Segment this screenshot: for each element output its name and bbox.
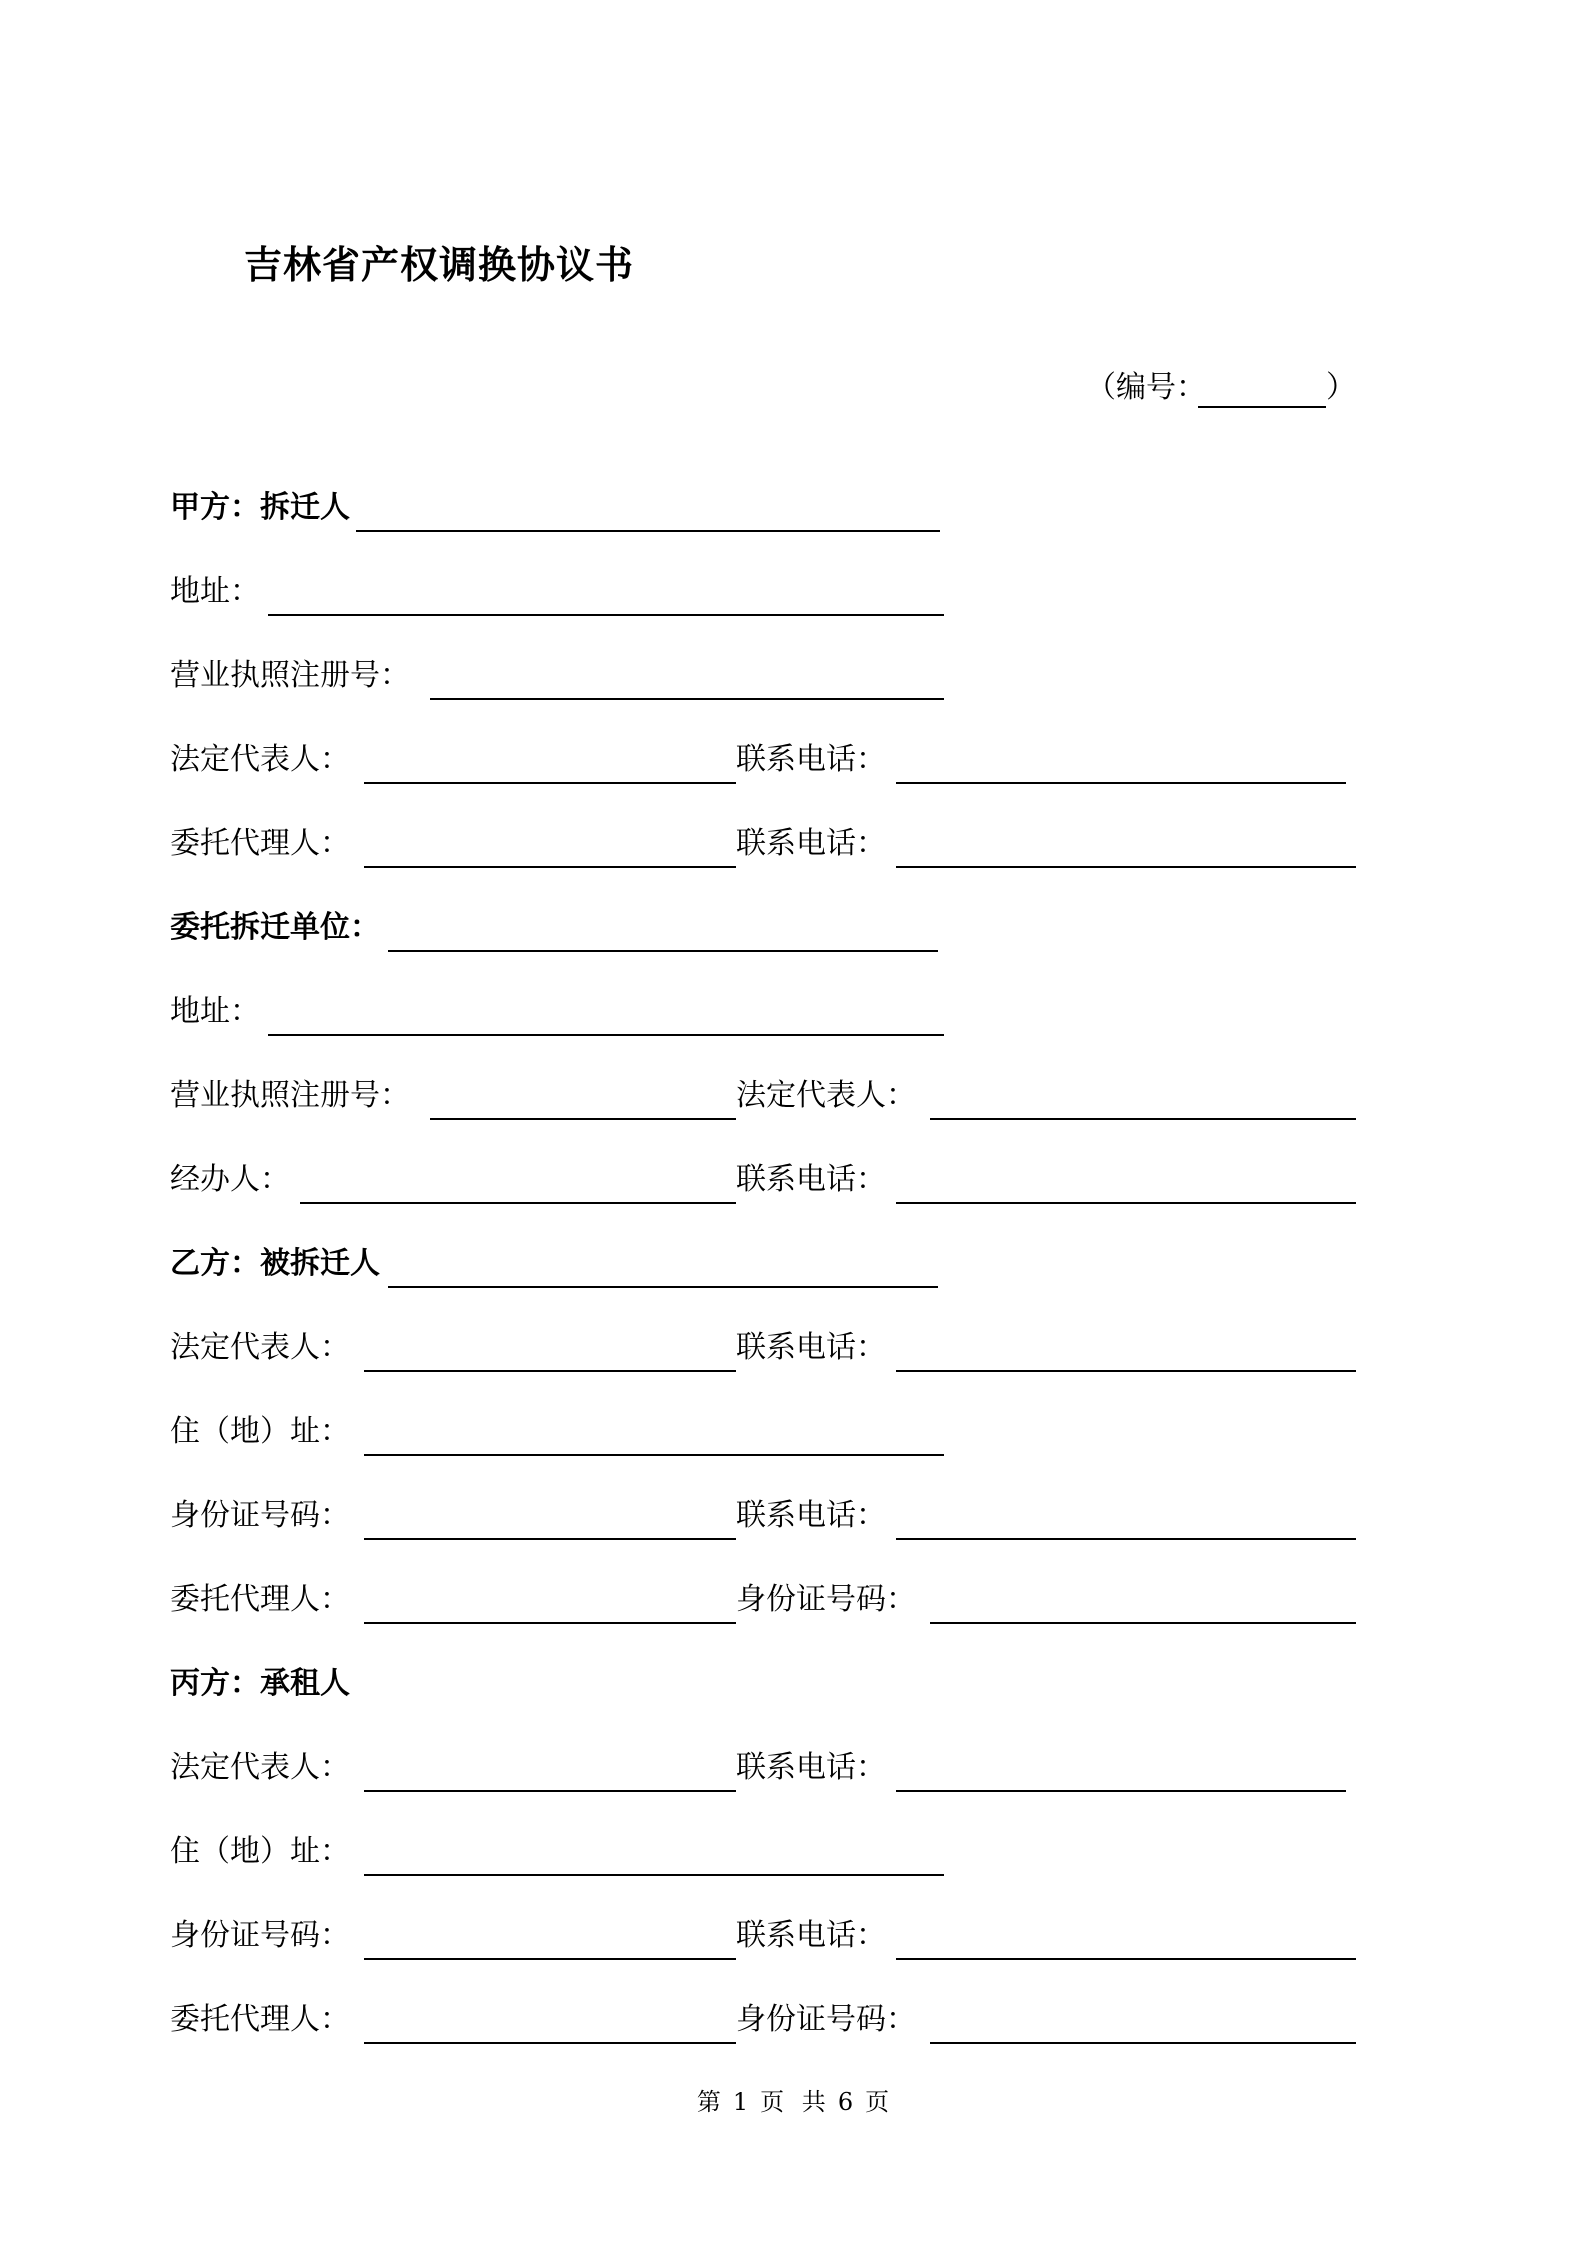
party-c-legal-rep-label: 法定代表人： [170,1750,350,1785]
party-a-agent-phone-label: 联系电话： [736,826,886,861]
party-a-license-field[interactable] [430,698,944,700]
party-c-agent-id-field[interactable] [930,2042,1356,2044]
page-footer-suffix: 页 [865,2088,890,2116]
entrusted-unit-license-label: 营业执照注册号： [170,1078,410,1113]
entrusted-unit-address-label: 地址： [170,994,260,1029]
party-b-residence-label: 住（地）址： [170,1414,350,1449]
party-c-legal-rep-field[interactable] [364,1790,736,1792]
entrusted-unit-handler-field[interactable] [300,1202,736,1204]
party-b-id-label: 身份证号码： [170,1498,350,1533]
party-c-residence-label: 住（地）址： [170,1834,350,1869]
document-title: 吉林省产权调换协议书 [244,243,635,287]
party-c-phone-field[interactable] [896,1958,1356,1960]
party-b-agent-id-label: 身份证号码： [736,1582,916,1617]
party-a-legal-rep-field[interactable] [364,782,736,784]
party-c-id-label: 身份证号码： [170,1918,350,1953]
party-b-legal-rep-label: 法定代表人： [170,1330,350,1365]
document-number-field[interactable] [1198,406,1326,408]
party-b-name-field[interactable] [388,1286,938,1288]
entrusted-unit-heading: 委托拆迁单位： [170,910,380,945]
party-c-heading: 丙方：承租人 [170,1666,350,1701]
party-a-name-field[interactable] [356,530,940,532]
party-c-agent-id-label: 身份证号码： [736,2002,916,2037]
page-footer-middle: 页 共 [760,2088,826,2116]
party-b-agent-id-field[interactable] [930,1622,1356,1624]
party-b-residence-field[interactable] [364,1454,944,1456]
party-c-legal-rep-phone-field[interactable] [896,1790,1346,1792]
document-number-label: （编号： [1086,370,1206,405]
party-b-phone-label: 联系电话： [736,1498,886,1533]
party-a-license-label: 营业执照注册号： [170,658,410,693]
party-a-address-field[interactable] [268,614,944,616]
party-a-agent-field[interactable] [364,866,736,868]
party-b-legal-rep-field[interactable] [364,1370,736,1372]
page-footer-prefix: 第 [696,2088,721,2116]
party-a-agent-phone-field[interactable] [896,866,1356,868]
party-c-agent-label: 委托代理人： [170,2002,350,2037]
party-c-residence-field[interactable] [364,1874,944,1876]
party-a-legal-rep-phone-field[interactable] [896,782,1346,784]
party-b-agent-label: 委托代理人： [170,1582,350,1617]
party-b-heading: 乙方：被拆迁人 [170,1246,380,1281]
party-b-legal-rep-phone-label: 联系电话： [736,1330,886,1365]
page-footer [0,2082,1586,2117]
page-total: 6 [837,2088,854,2116]
entrusted-unit-address-field[interactable] [268,1034,944,1036]
party-b-phone-field[interactable] [896,1538,1356,1540]
party-b-legal-rep-phone-field[interactable] [896,1370,1356,1372]
party-a-legal-rep-label: 法定代表人： [170,742,350,777]
document-number-close: ） [1326,370,1356,405]
entrusted-unit-handler-phone-field[interactable] [896,1202,1356,1204]
party-c-legal-rep-phone-label: 联系电话： [736,1750,886,1785]
party-c-id-field[interactable] [364,1958,736,1960]
party-c-phone-label: 联系电话： [736,1918,886,1953]
page-number: 1 [732,2088,749,2116]
entrusted-unit-license-field[interactable] [430,1118,736,1120]
entrusted-unit-handler-phone-label: 联系电话： [736,1162,886,1197]
party-a-legal-rep-phone-label: 联系电话： [736,742,886,777]
entrusted-unit-handler-label: 经办人： [170,1162,290,1197]
party-a-address-label: 地址： [170,574,260,609]
entrusted-unit-legal-rep-field[interactable] [930,1118,1356,1120]
party-c-agent-field[interactable] [364,2042,736,2044]
party-b-agent-field[interactable] [364,1622,736,1624]
party-a-heading: 甲方：拆迁人 [170,490,350,525]
party-a-agent-label: 委托代理人： [170,826,350,861]
entrusted-unit-name-field[interactable] [388,950,938,952]
party-b-id-field[interactable] [364,1538,736,1540]
entrusted-unit-legal-rep-label: 法定代表人： [736,1078,916,1113]
